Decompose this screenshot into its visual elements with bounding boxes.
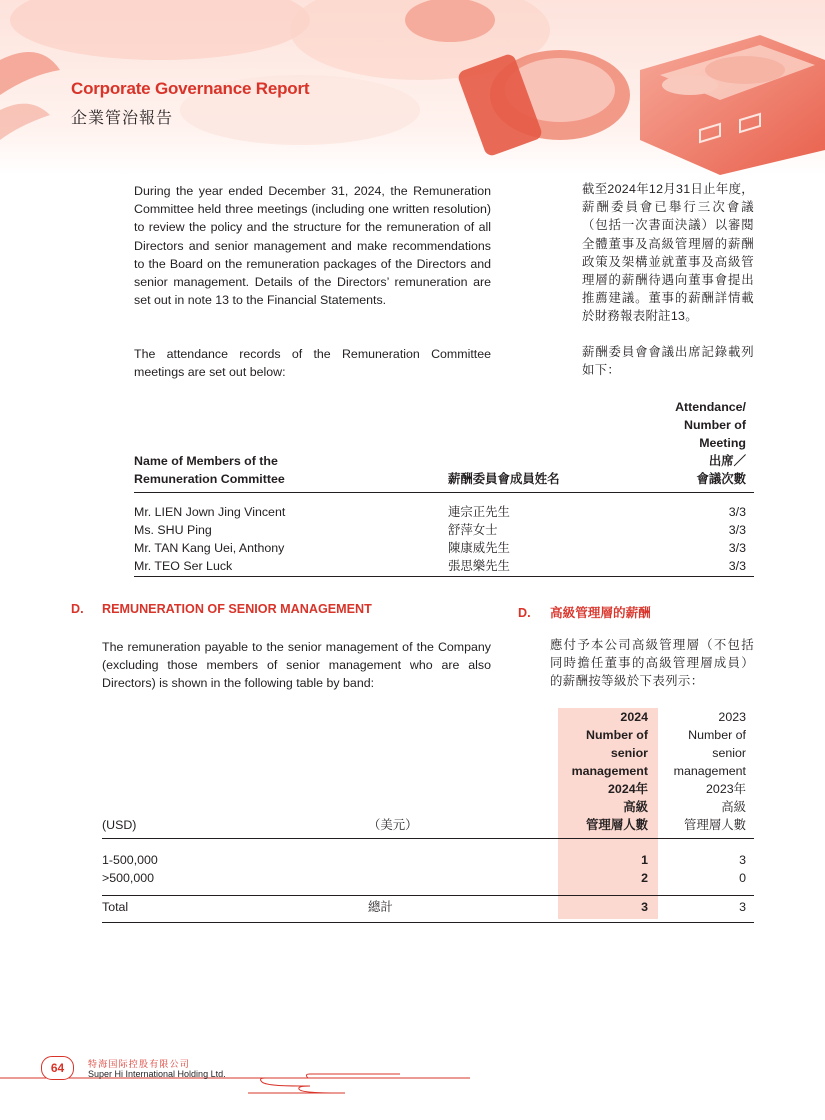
band-label: >500,000 <box>102 871 155 885</box>
table-header <box>102 708 754 839</box>
table-header <box>134 398 754 493</box>
member-name: Ms. SHU Ping <box>134 523 212 537</box>
column-header-2023: 2023 Number of senior management 2023年 高級 管理層人數 <box>673 710 746 832</box>
section-title: REMUNERATION OF SENIOR MANAGEMENT <box>102 602 372 616</box>
member-name-zh: 連宗正先生 <box>448 505 510 519</box>
intro-paragraph-zh: 截至2024年12月31日止年度，薪酬委員會已舉行三次會議（包括一次書面決議）以審閱全體董事及高級管理層的薪酬政策及架構並就董事及高級管理層的薪酬待遇向董事會提出推薦建議。董事的薪酬詳情載於財務報表附註13。 <box>582 182 754 324</box>
table-row <box>134 503 754 521</box>
member-name-zh: 張思樂先生 <box>448 559 510 573</box>
attendance-intro-zh: 薪酬委員會會議出席記錄載列如下： <box>582 345 754 378</box>
column-header-name: Name of Members of the Remuneration Committee <box>134 454 285 486</box>
table-row <box>134 521 754 539</box>
remuneration-band-table <box>102 708 754 923</box>
attendance-intro-en: The attendance records of the Remuneration Committee meetings are set out below: <box>134 347 491 380</box>
column-header-2024: 2024 Number of senior management 2024年 高級 管理層人數 <box>571 710 648 832</box>
attendance-value: 3/3 <box>728 523 746 537</box>
column-header-name-zh: 薪酬委員會成員姓名 <box>448 472 560 486</box>
report-title: Corporate Governance Report <box>71 79 310 98</box>
value-2024: 1 <box>641 853 648 867</box>
attendance-value: 3/3 <box>728 541 746 555</box>
section-number-zh: D. <box>518 606 531 620</box>
page-number: 64 <box>41 1056 74 1080</box>
report-title-zh: 企業管治報告 <box>71 110 174 127</box>
value-2023: 3 <box>739 853 746 867</box>
value-2023: 0 <box>739 871 746 885</box>
attendance-value: 3/3 <box>728 505 746 519</box>
committee-attendance-table <box>134 398 754 577</box>
currency-label-zh: （美元） <box>368 818 418 832</box>
member-name: Mr. TEO Ser Luck <box>134 559 233 573</box>
table-body <box>102 839 754 896</box>
member-name: Mr. TAN Kang Uei, Anthony <box>134 541 285 555</box>
table-row <box>102 851 754 869</box>
table-row <box>134 539 754 557</box>
table-row <box>134 557 754 575</box>
member-name-zh: 陳康威先生 <box>448 541 510 555</box>
band-label: 1-500,000 <box>102 853 158 867</box>
senior-management-paragraph-en: The remuneration payable to the senior management of the Company (excluding those members of senior management who are also Directors) is shown in the following table by band: <box>102 640 491 691</box>
value-2024: 2 <box>641 871 648 885</box>
member-name: Mr. LIEN Jown Jing Vincent <box>134 505 286 519</box>
total-2023: 3 <box>739 900 746 914</box>
section-heading-en <box>71 602 372 616</box>
intro-paragraph-en: During the year ended December 31, 2024, the Remuneration Committee held three meetings (including one written resolution) to review the policy and the structure for the remuneration of all Directors and senior management and make recommendations to the Board on the remuneration packages of the Directors and senior management. Details of the Directors’ remuneration are set out in note 13 to the Financial Statements. <box>134 184 491 308</box>
total-2024: 3 <box>641 900 648 914</box>
table-body <box>134 493 754 577</box>
company-name-zh: 特海国际控股有限公司 <box>88 1059 191 1069</box>
section-heading-zh <box>518 602 651 621</box>
column-header-attendance: Attendance/ Number of Meeting 出席／ 會議次數 <box>675 400 746 486</box>
section-title-zh: 高級管理層的薪酬 <box>550 606 651 620</box>
attendance-value: 3/3 <box>728 559 746 573</box>
table-row <box>102 869 754 887</box>
total-row <box>102 896 754 923</box>
company-name-en: Super Hi International Holding Ltd. <box>88 1069 226 1079</box>
senior-management-paragraph-zh: 應付予本公司高級管理層（不包括同時擔任董事的高級管理層成員）的薪酬按等級於下表列示： <box>550 638 754 689</box>
total-label: Total <box>102 900 129 914</box>
total-label-zh: 總計 <box>368 900 393 914</box>
section-number: D. <box>71 602 84 616</box>
currency-label: (USD) <box>102 818 137 832</box>
member-name-zh: 舒萍女士 <box>448 523 498 537</box>
